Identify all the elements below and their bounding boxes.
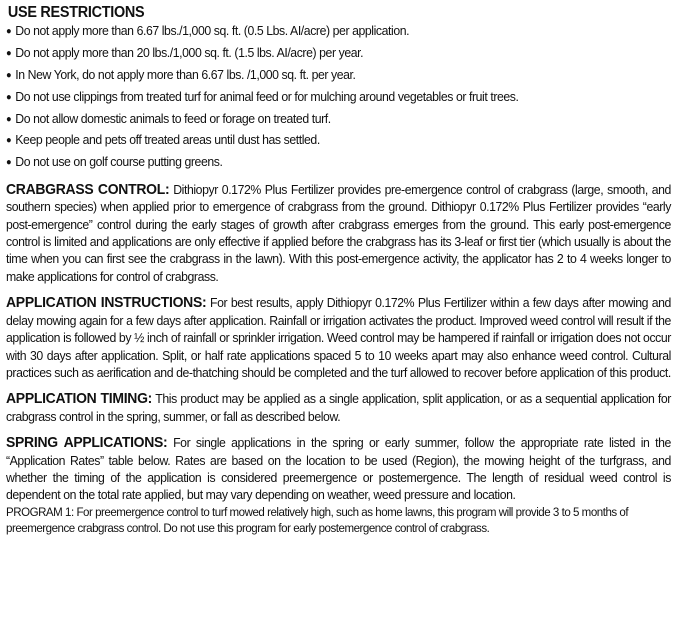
list-item: ● Do not allow domestic animals to feed or forage on treated turf. xyxy=(6,111,671,129)
bullet-icon: ● xyxy=(6,135,12,147)
bullet-icon: ● xyxy=(6,113,12,125)
use-restrictions-list xyxy=(6,23,671,172)
crabgrass-control-heading: CRABGRASS CONTROL: xyxy=(6,180,170,198)
list-item: ● Do not apply more than 20 lbs./1,000 sq. ft. (1.5 lbs. AI/acre) per year. xyxy=(6,45,671,63)
spring-applications-heading: SPRING APPLICATIONS: xyxy=(6,434,168,452)
list-item: ● Do not use clippings from treated turf for animal feed or for mulching around vegetables or fruit trees. xyxy=(6,89,671,107)
application-instructions-section xyxy=(6,294,671,381)
list-item: ● In New York, do not apply more than 6.67 lbs. /1,000 sq. ft. per year. xyxy=(6,67,671,85)
bullet-icon: ● xyxy=(6,69,12,81)
application-timing-text: This product may be applied as a single application, split application, or as a sequential application for crabgrass control in the spring, summer, or fall as described below. xyxy=(6,391,671,424)
application-instructions-heading: APPLICATION INSTRUCTIONS: xyxy=(6,294,207,312)
list-item: ● Keep people and pets off treated areas until dust has settled. xyxy=(6,132,671,150)
bullet-icon: ● xyxy=(6,47,12,59)
program-1-text: PROGRAM 1: For preemergence control to turf mowed relatively high, such as home lawns, this program will provide 3 to 5 months of preemergence crabgrass control. Do not use this program for early postemergence control of crabgrass. xyxy=(6,504,629,536)
list-item: ● Do not apply more than 6.67 lbs./1,000 sq. ft. (0.5 Lbs. AI/acre) per application. xyxy=(6,23,671,41)
bullet-icon: ● xyxy=(6,157,12,169)
application-timing-heading: APPLICATION TIMING: xyxy=(6,390,153,408)
list-item: ● Do not use on golf course putting greens. xyxy=(6,154,671,172)
bullet-icon: ● xyxy=(6,91,12,103)
spring-applications-section xyxy=(6,434,671,504)
crabgrass-control-text: Dithiopyr 0.172% Plus Fertilizer provides pre-emergence control of crabgrass (large, smooth, and southern species) when applied prior to emergence of crabgrass from the ground. Dithiopyr 0.172% Plus Fertilizer provides “early post-emergence” control during the early stages of growth after crabgrass emerges from the ground. This early post-emergence control is limited and applications are only effective if applied before the crabgrass has its 3-leaf or first tier (which usually is about the time when you can first see the crabgrass in the lawn). With this post-emergence activity, the applicator has 2 to 4 weeks longer to make applications for control of crabgrass. xyxy=(6,181,671,284)
use-restrictions-heading: USE RESTRICTIONS xyxy=(7,4,145,21)
label-document xyxy=(6,4,671,537)
application-timing-section xyxy=(6,390,671,425)
crabgrass-control-section xyxy=(6,181,671,285)
bullet-icon: ● xyxy=(6,26,12,37)
application-instructions-text: For best results, apply Dithiopyr 0.172% Plus Fertilizer within a few days after mowing and delay mowing again for a few days after application. Rainfall or irrigation activates the product. Improved weed control will result if the application is followed by ½ inch of rainfall or sprinkler irrigation. Weed control may be hampered if rainfall or irrigation does not occur with 30 days after application. Split, or half rate applications spaced 5 to 10 weeks apart may also enhance weed control. Cultural practices such as aerification and de-thatching should be completed and the turf allowed to recover before application of this product. xyxy=(6,295,671,380)
spring-applications-text: For single applications in the spring or early summer, follow the appropriate rate listed in the “Application Rates” table below. Rates are based on the location to be used (Region), the mowing height of the turfgrass, and whether the timing of the application is considered preemergence or postemergence. The length of residual weed control is dependent on the total rate applied, but may vary depending on weather, weed pressure and location. xyxy=(6,435,671,503)
